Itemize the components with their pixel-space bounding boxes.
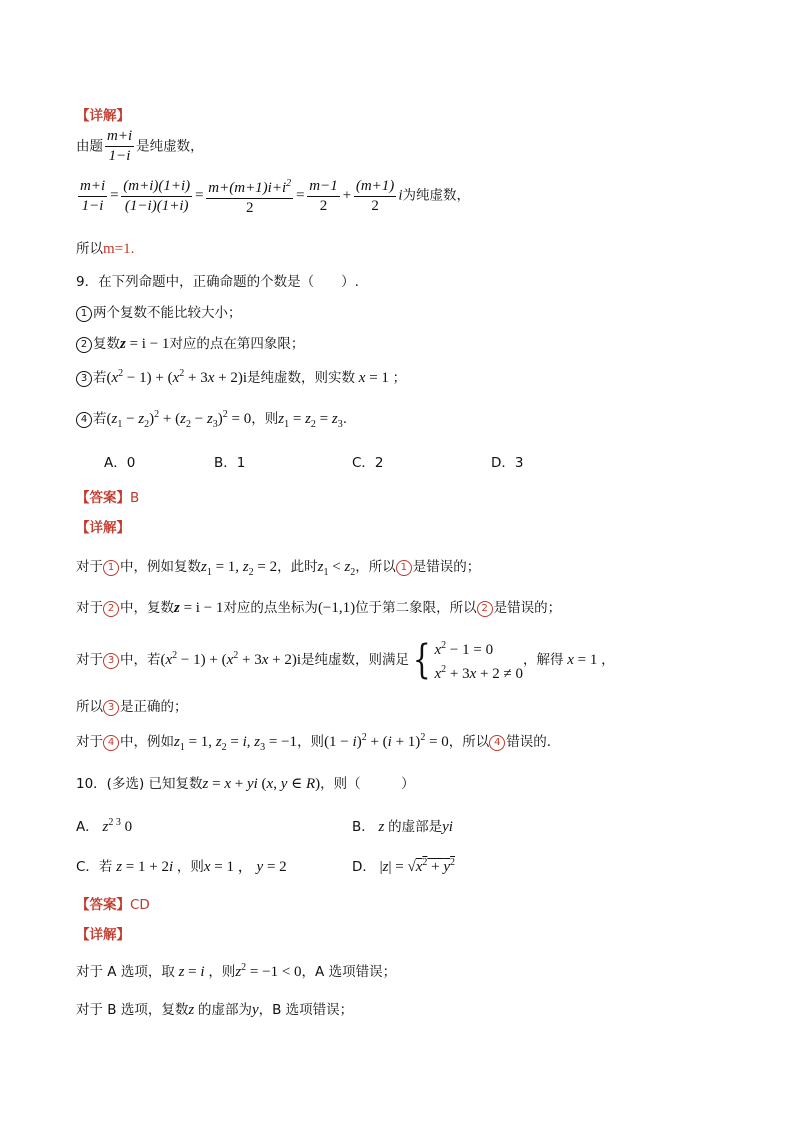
- d1-pre: 对于: [76, 559, 103, 575]
- q10-d2-post: ，B 选项错误；: [258, 1002, 354, 1018]
- circled-2-icon: 2: [76, 337, 92, 353]
- p2-pre: 复数: [93, 336, 120, 352]
- d4-mid3: ，所以: [448, 734, 490, 750]
- q10-option-a: A． $z^{2 3}$ 0: [76, 817, 133, 835]
- d3b-post: 是正确的；: [120, 699, 188, 715]
- simplification-equation: $\frac{m+i}{1-i}$ = $\frac{(m+i)(1+i)}{(1-i)(1+i)}$ = $\frac{m+(m+1)i+i^2}{2}$ = $\frac{m-1}{2}$ + $\frac{(m+1)}{2}$ i为纯虚数，: [76, 175, 470, 217]
- d4-mid: 中，例如: [120, 734, 174, 750]
- d2-mid: 中，复数: [120, 600, 174, 616]
- q9-option-c: C．2: [352, 455, 384, 471]
- q9-detail-2: 对于 2 中，复数z = i − 1对应的点坐标为(−1,1)位于第二象限，所以 2 是错误的；: [76, 600, 562, 616]
- q10-answer: [76, 893, 150, 913]
- optB-label: B．: [352, 819, 375, 835]
- optC-mid: ，则: [176, 859, 204, 875]
- d2-mid3: 位于第二象限，所以: [355, 600, 477, 616]
- d1-mid3: ，所以: [355, 559, 396, 575]
- q10-stem-post: ，则（ ）: [320, 776, 415, 792]
- d2-post: 是错误的；: [493, 600, 562, 616]
- d1-post: 是错误的；: [412, 559, 481, 575]
- q9-proposition-3: 3 若$(x^2 - 1) + (x^2 + 3x + 2)i$是纯虚数，则实数 x = 1 ；: [76, 366, 406, 387]
- p2-post: 对应的点在第四象限；: [169, 336, 305, 352]
- d3-pre: 对于: [76, 652, 103, 668]
- equation-tail: 为纯虚数，: [402, 187, 470, 204]
- q10-d1-mid: ，则: [208, 964, 236, 980]
- solution-conclusion: [76, 237, 134, 258]
- answer-label: 【答案】: [76, 897, 130, 913]
- q9-detail-3: 对于 3 中，若$(x^2 - 1) + (x^2 + 3x + 2)i$是纯虚数，则满足 { $x^2 - 1 = 0$ $x^2 + 3x + 2 \ne 0$ ，解得 x = 1 ，: [76, 637, 615, 683]
- q10-d2-mid: 的虚部为: [197, 1002, 252, 1018]
- q9-proposition-4: 4 若$(z_1 - z_2)^2 + (z_2 - z_3)^2 = 0$，则$z_1 = z_2 = z_3$.: [76, 407, 347, 430]
- q10-d1-post: ，A 选项错误；: [301, 964, 397, 980]
- intro-prefix: 由题: [76, 138, 103, 155]
- d2-mid2: 对应的点坐标为: [223, 600, 318, 616]
- intro-fraction-num: m+i: [105, 128, 134, 147]
- circled-4-icon: 4: [76, 412, 92, 428]
- circled-1-icon: 1: [396, 560, 412, 576]
- q10-option-c: C．若 z = 1 + 2i ，则x = 1 ， y = 2: [76, 859, 287, 875]
- d3-mid2: 是纯虚数，则满足: [301, 652, 410, 668]
- conclusion-value: m=1.: [103, 241, 135, 257]
- q10-d2-pre: 对于 B 选项，复数: [76, 1002, 189, 1018]
- answer-value: B: [130, 490, 140, 506]
- p4-post: .: [342, 411, 348, 427]
- q9-option-b: B．1: [214, 455, 246, 471]
- optC-label: C．若: [76, 859, 113, 875]
- optA-label: A．: [76, 819, 99, 835]
- d3-post: ，: [601, 652, 615, 668]
- detail-label-1: 【详解】: [76, 108, 130, 124]
- q9-answer: [76, 486, 139, 506]
- answer-label: 【答案】: [76, 490, 130, 506]
- q9-proposition-1: [76, 301, 242, 322]
- proposition-1-text: 两个复数不能比较大小；: [93, 305, 242, 321]
- q10-stem-pre: 10．(多选) 已知复数: [76, 776, 203, 792]
- p4-mid: ，则: [251, 411, 279, 427]
- circled-4-icon: 4: [489, 735, 505, 751]
- q10-d1-pre: 对于 A 选项，取: [76, 964, 175, 980]
- q9-option-a: A．0: [104, 455, 136, 471]
- optB-text: 的虚部是: [388, 819, 443, 835]
- intro-fraction-den: 1−i: [108, 148, 131, 164]
- detail-label-3: 【详解】: [76, 927, 130, 943]
- d2-pre: 对于: [76, 600, 103, 616]
- intro-fraction: [105, 128, 134, 165]
- d3-mid3: ，解得: [523, 652, 564, 668]
- equation-system: { $x^2 - 1 = 0$ $x^2 + 3x + 2 \ne 0$: [412, 637, 523, 683]
- p4-pre: 若: [93, 411, 107, 427]
- d4-pre: 对于: [76, 734, 103, 750]
- p3-post: ；: [392, 370, 407, 386]
- q9-detail-4: 对于 4 中，例如$z_1 = 1$, $z_2 = i$, $z_3 = -1$，则$(1 - i)^2 + (i + 1)^2 = 0$，所以 4 错误的.: [76, 732, 552, 753]
- q9-detail-3b: [76, 695, 188, 716]
- answer-value: CD: [130, 897, 150, 913]
- d4-mid2: ，则: [297, 734, 325, 750]
- d1-mid: 中，例如复数: [120, 559, 201, 575]
- circled-4-icon: 4: [103, 735, 119, 751]
- q10-option-b: B． z 的虚部是yi: [352, 819, 453, 835]
- p3-pre: 若: [93, 370, 107, 386]
- q10-detail-b: 对于 B 选项，复数z 的虚部为y，B 选项错误；: [76, 1002, 354, 1018]
- p3-mid: 是纯虚数，则实数: [247, 370, 356, 386]
- q10-detail-a: 对于 A 选项，取 z = i ，则$z^2 = -1 < 0$，A 选项错误；: [76, 962, 397, 980]
- d4-post: 错误的.: [506, 734, 552, 750]
- d1-mid2: ，此时: [277, 559, 318, 575]
- circled-1-icon: 1: [103, 560, 119, 576]
- conclusion-prefix: 所以: [76, 241, 103, 257]
- q9-proposition-2: 2 复数z = i − 1对应的点在第四象限；: [76, 332, 304, 353]
- circled-2-icon: 2: [103, 601, 119, 617]
- q9-detail-1: 对于 1 中，例如复数$z_1 = 1$, $z_2 = 2$，此时$z_1 < z_2$，所以 1 是错误的；: [76, 559, 481, 578]
- circled-2-icon: 2: [477, 601, 493, 617]
- q10-stem: 10．(多选) 已知复数z = x + yi (x, y ∈ R)，则（ ）: [76, 776, 415, 792]
- circled-3-icon: 3: [103, 700, 119, 716]
- circled-3-icon: 3: [103, 653, 119, 669]
- solution-intro: [76, 128, 204, 165]
- q10-option-d: D． $|z| = √x^2 + y^2$: [352, 857, 456, 875]
- intro-suffix: 是纯虚数，: [136, 138, 204, 155]
- d3-mid: 中，若: [120, 652, 161, 668]
- circled-1-icon: 1: [76, 306, 92, 322]
- q9-stem: 9．在下列命题中，正确命题的个数是（ ）.: [76, 274, 359, 290]
- optD-label: D．: [352, 859, 376, 875]
- d3b-pre: 所以: [76, 699, 103, 715]
- q9-option-d: D．3: [491, 455, 524, 471]
- detail-label-2: 【详解】: [76, 520, 130, 536]
- circled-3-icon: 3: [76, 371, 92, 387]
